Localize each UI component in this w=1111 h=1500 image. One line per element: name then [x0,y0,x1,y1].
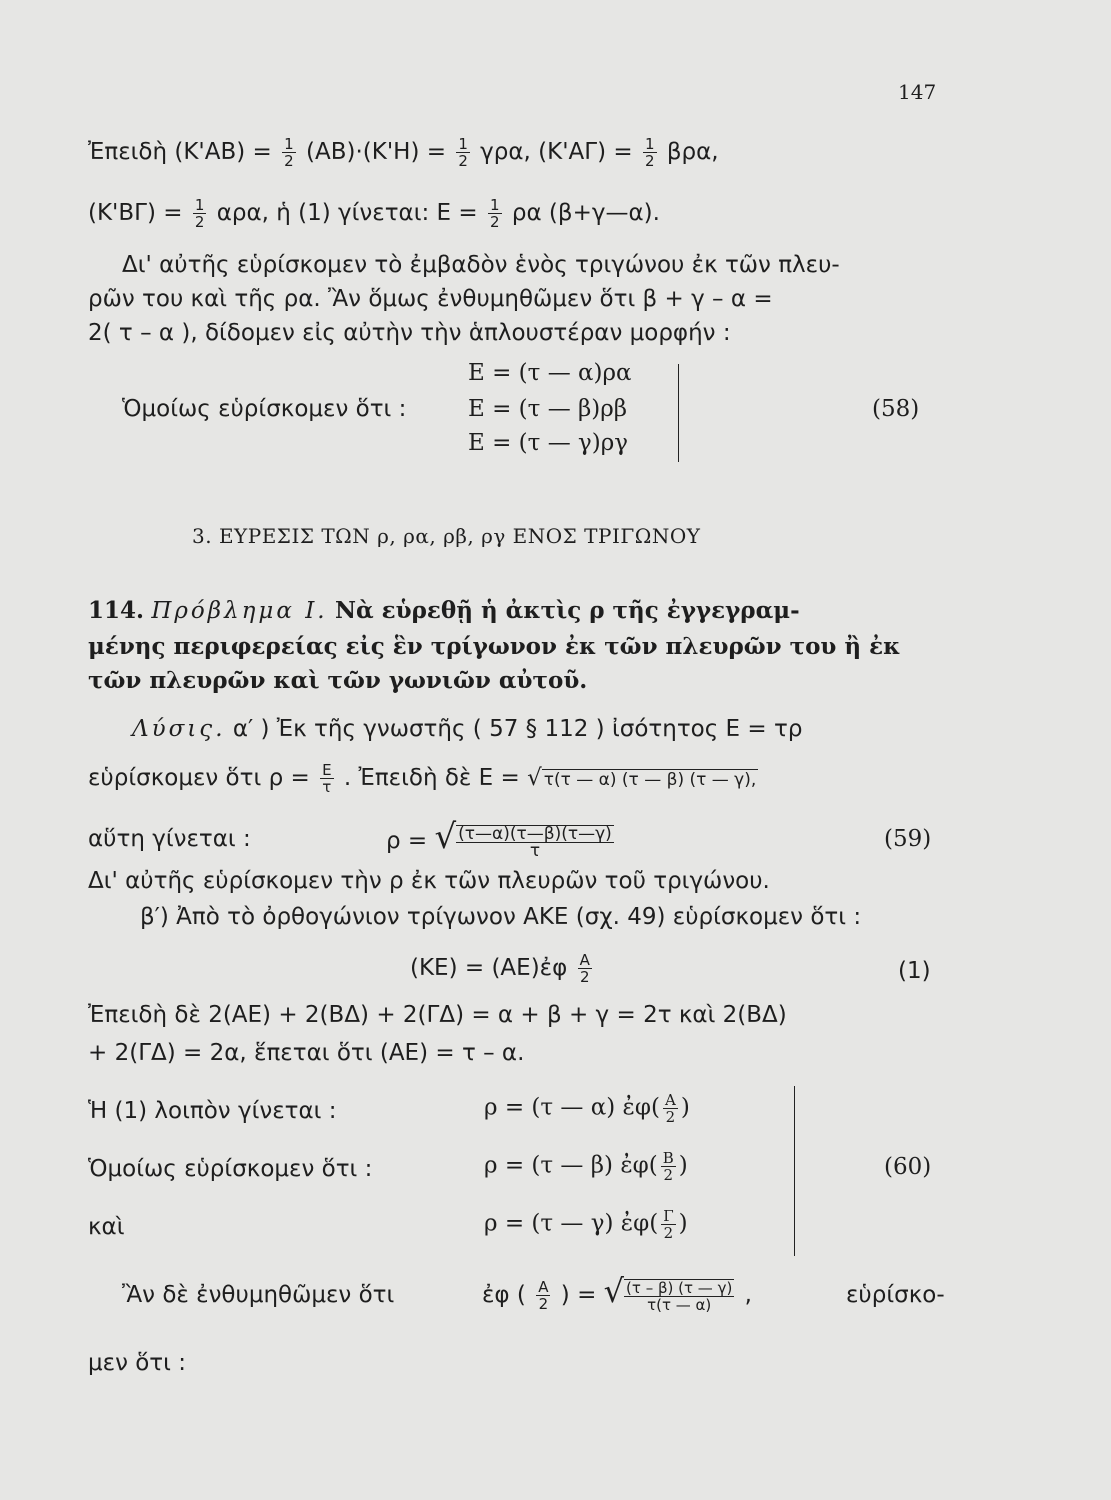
fraction: $\frac{A}{2}$ [538,1278,549,1313]
fraction: $\frac{E}{\tau}$ [322,761,332,796]
fraction: $\frac{1}{2}$ [284,135,294,170]
text-line: καὶ [88,1214,125,1240]
text-line: Δι' αὐτῆς εὑρίσκομεν τὴν ρ ἐκ τῶν πλευρῶν τοῦ τριγώνου. [88,868,770,894]
text-line: Ἐπειδὴ δὲ 2(ΑΕ) + 2(ΒΔ) + 2(ΓΔ) = α + β + γ = 2τ καὶ 2(ΒΔ) [88,1002,787,1028]
fraction: $\frac{B}{2}$ [662,1149,674,1184]
tan-half-angle-equation: ἐφ ( $\frac{A}{2}$ ) = √ $\frac{(\tau - \beta) (\tau — \gamma)}{\tau(\tau — \alpha)}$ , [482,1272,752,1314]
equation-1: (ΚΕ) = (ΑΕ)ἐφ $\frac{A}{2}$ [410,951,590,986]
problem-number: 114. [88,597,145,624]
brace [678,364,679,462]
fraction: $\frac{1}{2}$ [644,135,655,170]
page-number: 147 [898,80,937,104]
equation-60-row: ρ = (τ — β) ἐφ( $\frac{B}{2}$ ) [484,1149,688,1184]
brace [794,1086,795,1256]
text-line: Ἡ (1) λοιπὸν γίνεται : [88,1098,337,1124]
equation-59: ρ = √ $\frac{(\tau—\alpha)(\tau—\beta)(\tau—\gamma)}{\tau}$ [386,817,612,861]
equation-58-row: Ε = (τ — γ)ργ [468,430,628,456]
solution-line-1: Λύσις. α′ ) Ἐκ τῆς γνωστῆς ( 57 § 112 ) ἰσότητος Ε = τρ [132,716,803,742]
problem-line-2: μένης περιφερείας εἰς ἓν τρίγωνον ἐκ τῶν πλευρῶν του ἢ ἐκ [88,633,901,660]
fraction: $\frac{\Gamma}{2}$ [663,1207,674,1242]
fraction: $\frac{A}{2}$ [664,1091,676,1126]
equation-number: (60) [884,1154,932,1180]
fraction: $\frac{(\tau - \beta) (\tau — \gamma)}{\tau(\tau — \alpha)}$ [626,1278,733,1314]
problem-line-3: τῶν πλευρῶν καὶ τῶν γωνιῶν αὐτοῦ. [88,667,588,694]
equation-58-row: Ε = (τ — α)ρα [468,360,632,386]
text-line: Ἂν δὲ ἐνθυμηθῶμεν ὅτι [122,1282,395,1308]
section-title: 3. ΕΥΡΕΣΙΣ ΤΩΝ ρ, ρα, ρβ, ργ ΕΝΟΣ ΤΡΙΓΩΝΟΥ [192,524,701,548]
equation-60-row: ρ = (τ — α) ἐφ( $\frac{A}{2}$ ) [484,1091,690,1126]
equation-line-2: (Κ'ΒΓ) = $\frac{1}{2}$ αρα, ἡ (1) γίνεται: Ε = $\frac{1}{2}$ ρα (β+γ—α). [88,196,660,231]
fraction: $\frac{(\tau—\alpha)(\tau—\beta)(\tau—\gamma)}{\tau}$ [458,823,612,861]
text-line: 2( τ – α ), δίδομεν εἰς αὐτὴν τὴν ἁπλουστέραν μορφήν : [88,320,731,346]
text-line: + 2(ΓΔ) = 2α, ἕπεται ὅτι (ΑΕ) = τ – α. [88,1040,525,1066]
equation-line-1: Ἐπειδὴ (Κ'ΑΒ) = $\frac{1}{2}$ (ΑΒ)·(Κ'Η) = $\frac{1}{2}$ γρα, (Κ'ΑΓ) = $\frac{1}{2}$ βρα, [88,135,719,170]
equation-number: (58) [872,396,920,422]
text-line: μεν ὅτι : [88,1350,186,1376]
text-line: Ὁμοίως εὑρίσκομεν ὅτι : [122,396,407,422]
equation-number: (59) [884,826,932,852]
solution-line-2: εὑρίσκομεν ὅτι ρ = $\frac{E}{\tau}$ . Ἐπειδὴ δὲ Ε = √ τ(τ — α) (τ — β) (τ — γ), [88,761,757,796]
problem-label: Πρόβλημα Ι. [151,598,328,624]
sqrt-symbol: √ [527,765,542,791]
text-line: ρῶν του καὶ τῆς ρα. Ἂν ὅμως ἐνθυμηθῶμεν ὅτι β + γ – α = [88,286,773,312]
fraction: $\frac{A}{2}$ [579,951,590,986]
text-line: Δι' αὐτῆς εὑρίσκομεν τὸ ἐμβαδὸν ἑνὸς τριγώνου ἐκ τῶν πλευ- [122,252,840,278]
sqrt-symbol: √ [434,817,457,857]
equation-number: (1) [898,958,931,984]
fraction: $\frac{1}{2}$ [489,196,500,231]
sqrt-symbol: √ [603,1272,625,1310]
text-line: αὕτη γίνεται : [88,826,251,852]
equation-60-row: ρ = (τ — γ) ἐφ( $\frac{\Gamma}{2}$ ) [484,1207,688,1242]
fraction: $\frac{1}{2}$ [194,196,205,231]
equation-58-row: Ε = (τ — β)ρβ [468,396,628,422]
text-line: εὑρίσκο- [846,1282,945,1308]
fraction: $\frac{1}{2}$ [458,135,468,170]
solution-label: Λύσις. [132,716,226,742]
problem-line-1: 114. Πρόβλημα Ι. Νὰ εὑρεθῇ ἡ ἀκτὶς ρ τῆς ἐγγεγραμ- [88,597,800,624]
text-line: β′) Ἀπὸ τὸ ὀρθογώνιον τρίγωνον ΑΚΕ (σχ. 49) εὑρίσκομεν ὅτι : [140,904,862,930]
text-line: Ὁμοίως εὑρίσκομεν ὅτι : [88,1156,373,1182]
